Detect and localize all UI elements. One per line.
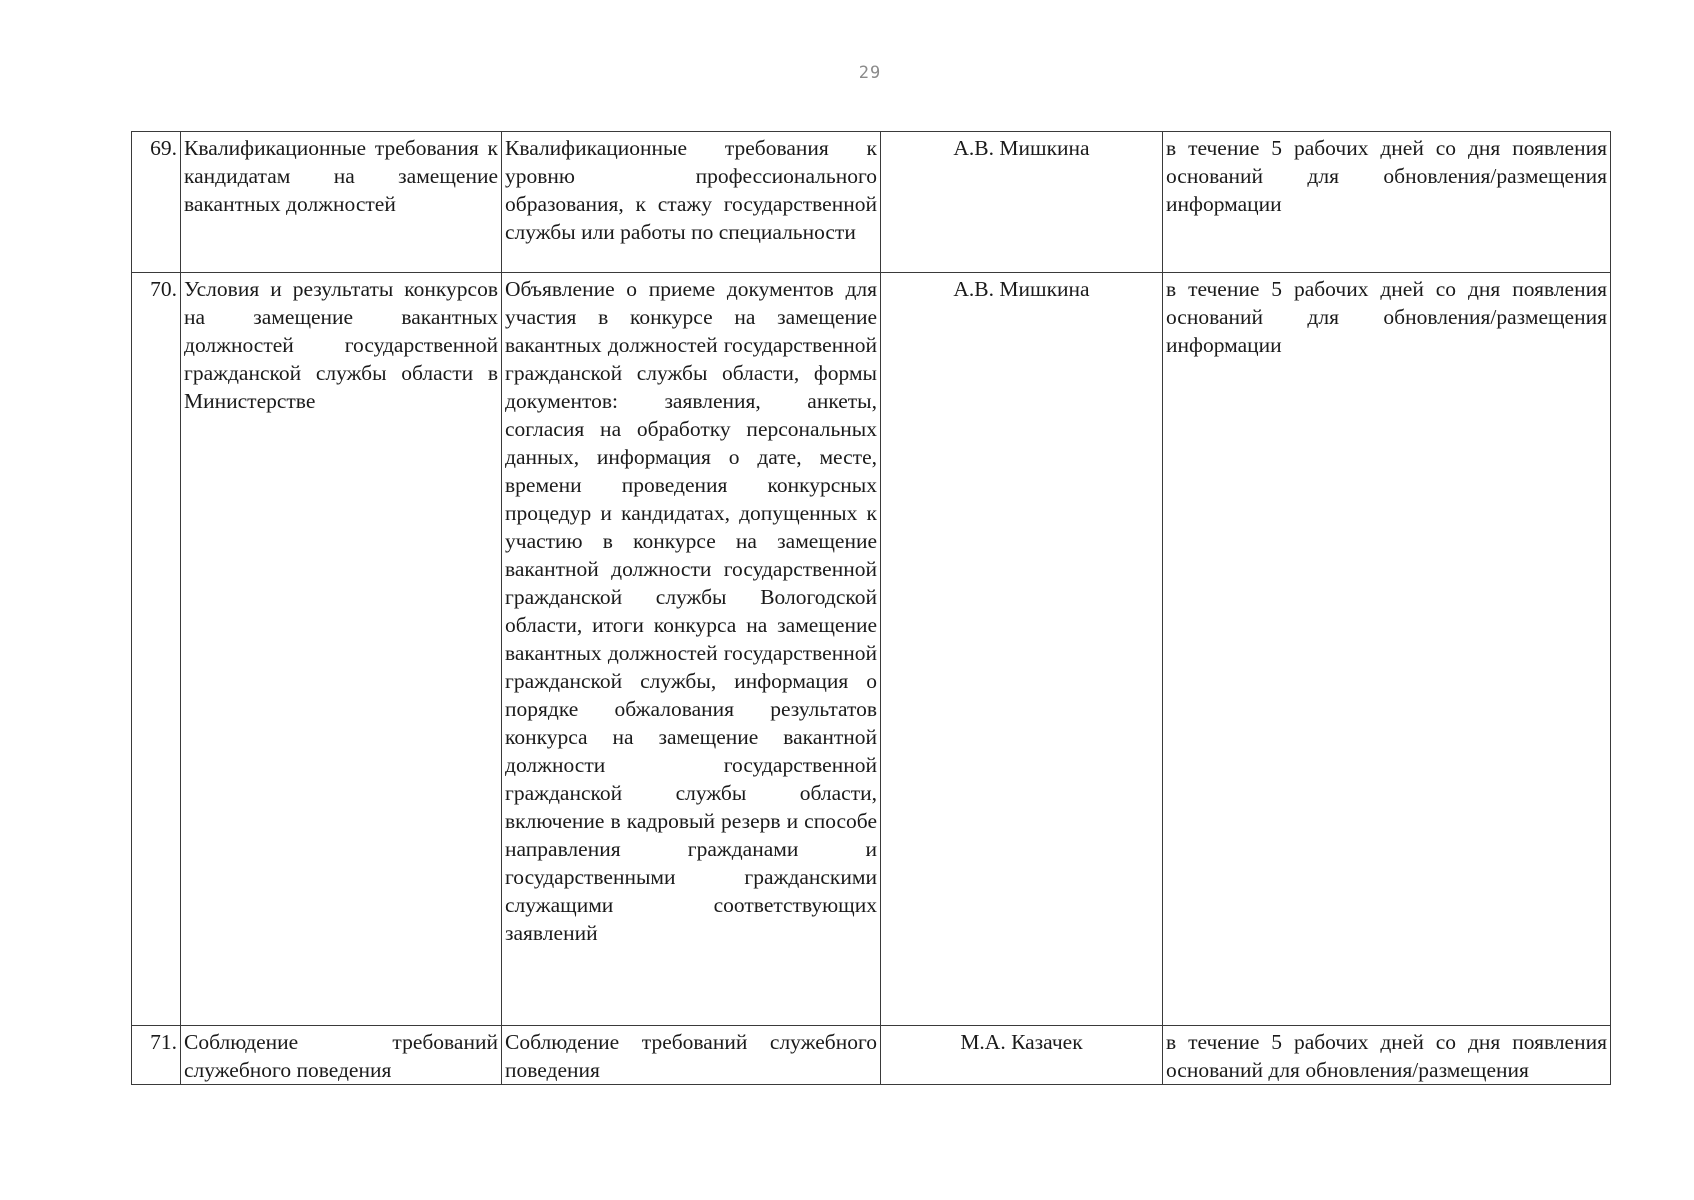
- row-number: 69.: [132, 132, 181, 273]
- update-term: в течение 5 рабочих дней со дня появления оснований для обновления/размещения информации: [1163, 273, 1611, 1026]
- table-row: [132, 1026, 1611, 1085]
- update-term: в течение 5 рабочих дней со дня появления оснований для обновления/размещения: [1163, 1026, 1611, 1085]
- responsible-person: А.В. Мишкина: [881, 132, 1163, 273]
- table-row: [132, 273, 1611, 1026]
- page-number: 29: [858, 63, 882, 83]
- item-name: Квалификационные требования к кандидатам на замещение вакантных должностей: [181, 132, 502, 273]
- row-number: 70.: [132, 273, 181, 1026]
- table-row: [132, 132, 1611, 273]
- item-description: Объявление о приеме документов для участия в конкурсе на замещение вакантных должностей государственной гражданской службы области, формы документов: заявления, анкеты, согласия на обработку персональных данных, информация о дате, месте, времени проведения конкурсных процедур и кандидатах, допущенных к участию в конкурсе на замещение вакантной должности государственной гражданской службы Вологодской области, итоги конкурса на замещение вакантных должностей государственной гражданской службы, информация о порядке обжалования результатов конкурса на замещение вакантной должности государственной гражданской службы области, включение в кадровый резерв и способе направления гражданами и государственными гражданскими служащими соответствующих заявлений: [502, 273, 881, 1026]
- document-table: [131, 131, 1611, 1085]
- item-name: Условия и результаты конкурсов на замещение вакантных должностей государственной гражданской службы области в Министерстве: [181, 273, 502, 1026]
- responsible-person: М.А. Казачек: [881, 1026, 1163, 1085]
- row-number: 71.: [132, 1026, 181, 1085]
- responsible-person: А.В. Мишкина: [881, 273, 1163, 1026]
- item-description: Квалификационные требования к уровню профессионального образования, к стажу государственной службы или работы по специальности: [502, 132, 881, 273]
- item-name: Соблюдение требований служебного поведения: [181, 1026, 502, 1085]
- item-description: Соблюдение требований служебного поведения: [502, 1026, 881, 1085]
- update-term: в течение 5 рабочих дней со дня появления оснований для обновления/размещения информации: [1163, 132, 1611, 273]
